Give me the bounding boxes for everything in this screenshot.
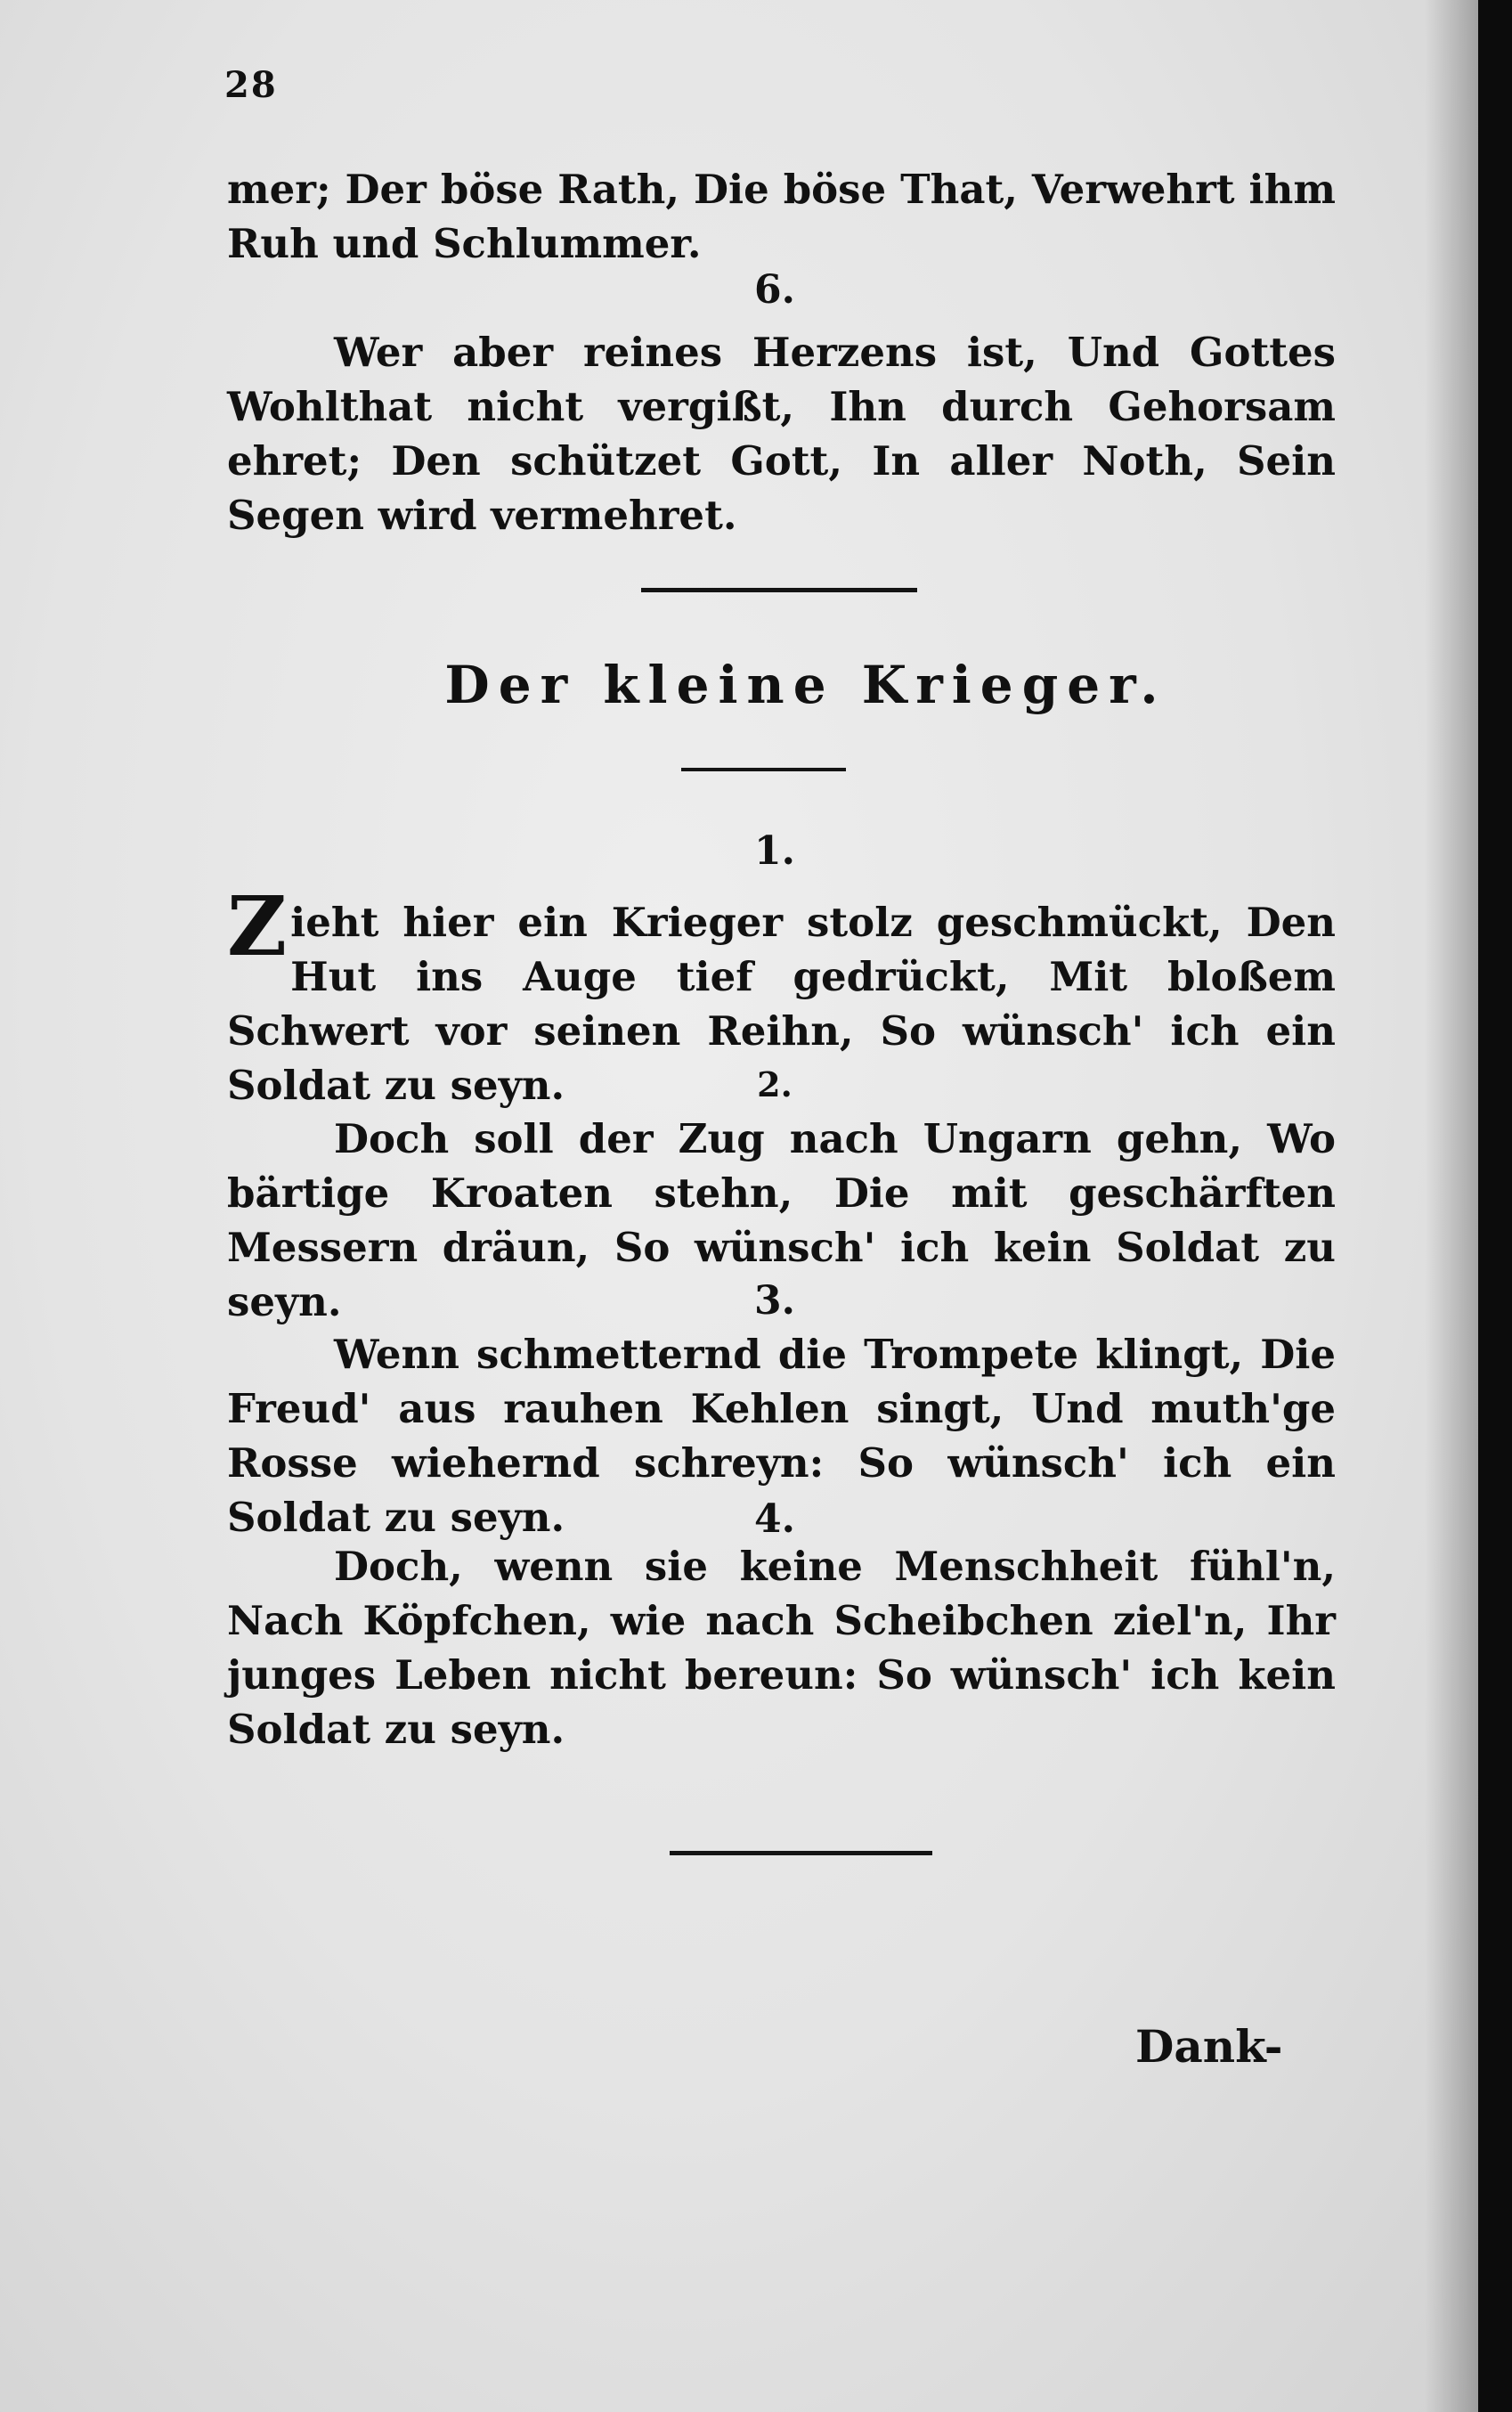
divider-rule-bottom [670,1851,932,1855]
divider-rule-under-title [681,768,846,771]
catchword: Dank- [1135,2020,1283,2073]
page-number: 28 [224,64,278,106]
poem-title: Der kleine Krieger. [444,655,1167,715]
stanza-1-body: ieht hier ein Krieger stolz geschmückt, Den Hut ins Auge tief gedrückt, Mit bloßem Schwert vor seinen Reihn, So wünsch' ich ein Soldat zu seyn. [227,899,1336,1109]
stanza-number-4: 4. [754,1496,795,1542]
carryover-text: mer; Der böse Rath, Die böse That, Verwehrt ihm Ruh und Schlummer. [227,166,1336,267]
stanza-3-text: Wenn schmetternd die Trompete klingt, Die Freud' aus rauhen Kehlen singt, Und muth'ge Rosse wiehernd schreyn: So wünsch' ich ein Soldat zu seyn. [227,1331,1336,1541]
stanza-number-1: 1. [754,828,795,874]
drop-cap-initial: Z [227,878,288,974]
stanza-6-text: Wer aber reines Herzens ist, Und Gottes Wohlthat nicht vergißt, Ihn durch Gehorsam ehret; Den schützet Gott, In aller Noth, Sein Segen wird vermehret. [227,329,1336,539]
stanza-number-3: 3. [754,1278,795,1324]
page-edge-shadow [1425,0,1478,2412]
stanza-2-text: Doch soll der Zug nach Ungarn gehn, Wo bärtige Kroaten stehn, Die mit geschärften Messern dräun, So wünsch' ich kein Soldat zu seyn. [227,1115,1336,1325]
stanza-number-2: 2. [757,1064,793,1104]
stanza-4-text: Doch, wenn sie keine Menschheit fühl'n, Nach Köpfchen, wie nach Scheibchen ziel'n, Ihr junges Leben nicht bereun: So wünsch' ich kein Soldat zu seyn. [227,1543,1336,1753]
stanza-number-6: 6. [754,267,795,313]
divider-rule-top [641,588,917,592]
